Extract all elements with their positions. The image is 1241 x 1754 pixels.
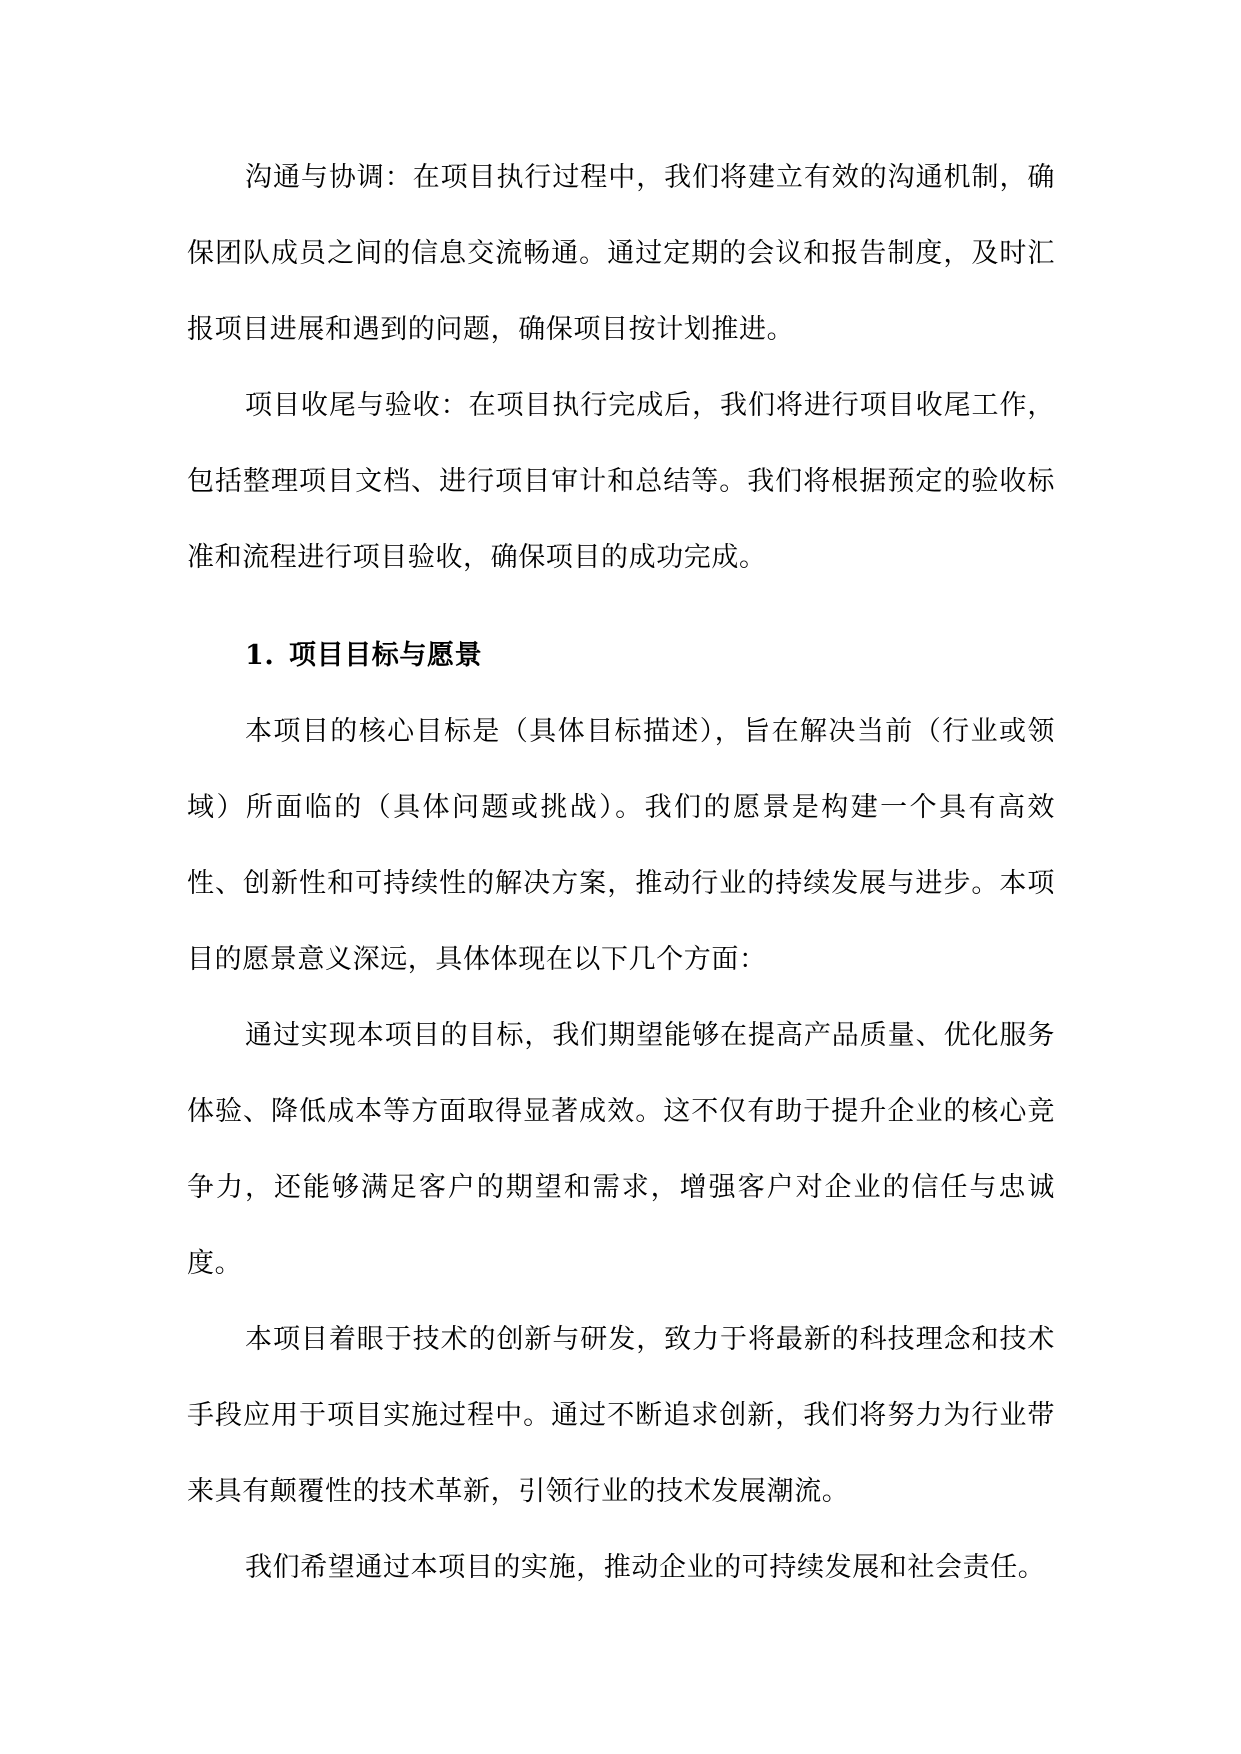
document-body <box>187 140 1055 1606</box>
section-heading <box>187 618 1055 694</box>
paragraph-innovation-goal: 本项目着眼于技术的创新与研发，致力于将最新的科技理念和技术手段应用于项目实施过程中。通过不断追求创新，我们将努力为行业带来具有颠覆性的技术革新，引领行业的技术发展潮流。 <box>187 1324 1055 1507</box>
paragraph-quality-goal: 通过实现本项目的目标，我们期望能够在提高产品质量、优化服务体验、降低成本等方面取得显著成效。这不仅有助于提升企业的核心竞争力，还能够满足客户的期望和需求，增强客户对企业的信任与忠诚度。 <box>187 1020 1055 1279</box>
paragraph-core-goal: 本项目的核心目标是（具体目标描述），旨在解决当前（行业或领域）所面临的（具体问题或挑战）。我们的愿景是构建一个具有高效性、创新性和可持续性的解决方案，推动行业的持续发展与进步。本项目的愿景意义深远，具体体现在以下几个方面： <box>187 716 1055 975</box>
section-title: 项目目标与愿景 <box>289 640 483 671</box>
paragraph-communication: 沟通与协调：在项目执行过程中，我们将建立有效的沟通机制，确保团队成员之间的信息交流畅通。通过定期的会议和报告制度，及时汇报项目进展和遇到的问题，确保项目按计划推进。 <box>187 162 1055 345</box>
section-number: 1. <box>245 640 275 671</box>
paragraph-sustainability-goal: 我们希望通过本项目的实施，推动企业的可持续发展和社会责任。 <box>245 1552 1046 1583</box>
paragraph-closing-acceptance: 项目收尾与验收：在项目执行完成后，我们将进行项目收尾工作，包括整理项目文档、进行项目审计和总结等。我们将根据预定的验收标准和流程进行项目验收，确保项目的成功完成。 <box>187 390 1055 573</box>
